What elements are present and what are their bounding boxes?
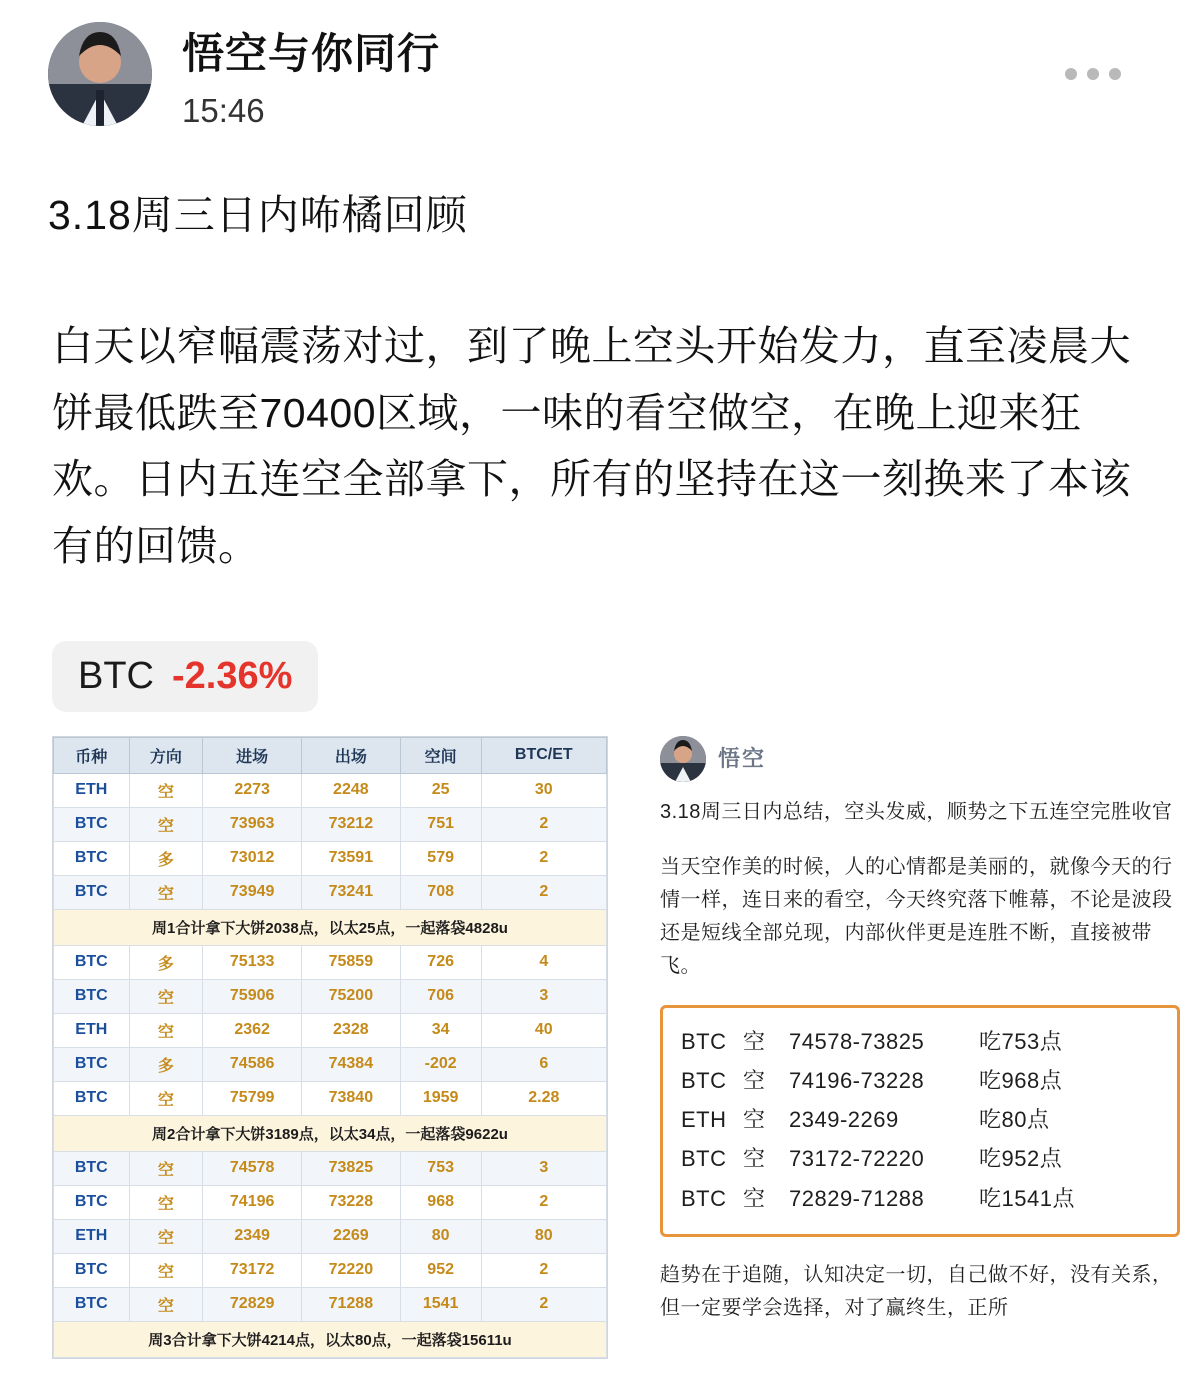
note-paragraph-3: 趋势在于追随，认知决定一切，自己做不好，没有关系，但一定要学会选择，对了赢终生，正所 — [660, 1263, 1173, 1319]
cell-entry: 75799 — [203, 1081, 302, 1115]
note-nickname: 悟空 — [718, 745, 767, 771]
highlight-row — [681, 1022, 1159, 1061]
cell-exit: 73825 — [302, 1151, 401, 1185]
highlight-range: 73172-72220 — [789, 1146, 925, 1172]
cell-exit: 73228 — [302, 1185, 401, 1219]
col-btceth: BTC/ET — [481, 737, 606, 773]
cell-space: 751 — [400, 807, 481, 841]
table-row — [54, 1151, 607, 1185]
table-row — [54, 841, 607, 875]
table-summary-row — [54, 909, 607, 945]
highlight-symbol: BTC — [681, 1146, 727, 1172]
highlight-symbol: BTC — [681, 1185, 727, 1211]
note-header — [660, 736, 1180, 782]
cell-direction: 多 — [129, 945, 203, 979]
cell-entry: 74578 — [203, 1151, 302, 1185]
cell-direction: 空 — [129, 1287, 203, 1321]
cell-btceth: 3 — [481, 1151, 606, 1185]
cell-exit: 75200 — [302, 979, 401, 1013]
table-row — [54, 1013, 607, 1047]
cell-direction: 多 — [129, 841, 203, 875]
cell-space: 753 — [400, 1151, 481, 1185]
cell-direction: 空 — [129, 1219, 203, 1253]
cell-btceth: 2 — [481, 875, 606, 909]
post-header — [0, 0, 1199, 130]
cell-btceth: 2.28 — [481, 1081, 606, 1115]
table-summary-row — [54, 1321, 607, 1357]
highlight-gain: 吃80点 — [979, 1107, 1050, 1133]
cell-space: 968 — [400, 1185, 481, 1219]
cell-btceth: 2 — [481, 1253, 606, 1287]
cell-direction: 多 — [129, 1047, 203, 1081]
cell-entry: 75133 — [203, 945, 302, 979]
cell-exit: 73840 — [302, 1081, 401, 1115]
highlight-gain: 吃1541点 — [979, 1185, 1075, 1211]
cell-space: 1959 — [400, 1081, 481, 1115]
page-title: 3.18周三日内咘橘回顾 — [48, 192, 468, 239]
attached-images-row — [0, 712, 1199, 1359]
cell-space: -202 — [400, 1047, 481, 1081]
cell-entry: 2273 — [203, 773, 302, 807]
cell-symbol: BTC — [54, 1151, 130, 1185]
header-text — [182, 22, 440, 130]
cell-symbol: BTC — [54, 1081, 130, 1115]
cell-entry: 74586 — [203, 1047, 302, 1081]
cell-entry: 2349 — [203, 1219, 302, 1253]
cell-direction: 空 — [129, 875, 203, 909]
table-summary-text: 周3合计拿下大饼4214点，以太80点，一起落袋15611u — [54, 1321, 607, 1357]
cell-space: 1541 — [400, 1287, 481, 1321]
table-row — [54, 1081, 607, 1115]
cell-symbol: ETH — [54, 1219, 130, 1253]
trade-table-image[interactable] — [52, 736, 608, 1359]
cell-space: 579 — [400, 841, 481, 875]
cell-space: 80 — [400, 1219, 481, 1253]
cell-btceth: 4 — [481, 945, 606, 979]
cell-symbol: BTC — [54, 841, 130, 875]
highlight-gain: 吃753点 — [979, 1028, 1063, 1054]
cell-btceth: 6 — [481, 1047, 606, 1081]
table-row — [54, 1219, 607, 1253]
cell-exit: 72220 — [302, 1253, 401, 1287]
cell-entry: 73963 — [203, 807, 302, 841]
cell-symbol: BTC — [54, 945, 130, 979]
ticker-change: -2.36% — [172, 654, 293, 697]
cell-entry: 72829 — [203, 1287, 302, 1321]
highlight-row — [681, 1061, 1159, 1100]
cell-direction: 空 — [129, 1013, 203, 1047]
table-row — [54, 945, 607, 979]
highlight-range: 72829-71288 — [789, 1185, 925, 1211]
cell-entry: 73949 — [203, 875, 302, 909]
highlight-direction: 空 — [743, 1146, 766, 1172]
cell-exit: 2248 — [302, 773, 401, 807]
table-row — [54, 1287, 607, 1321]
cell-symbol: BTC — [54, 1253, 130, 1287]
cell-symbol: BTC — [54, 807, 130, 841]
note-avatar — [660, 736, 706, 782]
cell-entry: 74196 — [203, 1185, 302, 1219]
cell-exit: 73212 — [302, 807, 401, 841]
author-name: 悟空与你同行 — [182, 30, 441, 77]
ticker-symbol: BTC — [78, 654, 154, 697]
col-space: 空间 — [400, 737, 481, 773]
cell-symbol: BTC — [54, 1047, 130, 1081]
cell-symbol: ETH — [54, 1013, 130, 1047]
cell-btceth: 2 — [481, 841, 606, 875]
avatar-photo-icon — [48, 22, 152, 126]
highlight-range: 2349-2269 — [789, 1107, 899, 1133]
cell-symbol: BTC — [54, 875, 130, 909]
col-exit: 出场 — [302, 737, 401, 773]
cell-btceth: 30 — [481, 773, 606, 807]
highlight-symbol: BTC — [681, 1028, 727, 1054]
col-symbol: 币种 — [54, 737, 130, 773]
status-badge[interactable] — [52, 641, 318, 712]
highlight-row — [681, 1179, 1159, 1218]
cell-space: 34 — [400, 1013, 481, 1047]
cell-btceth: 40 — [481, 1013, 606, 1047]
cell-exit: 2269 — [302, 1219, 401, 1253]
cell-symbol: BTC — [54, 979, 130, 1013]
cell-exit: 73591 — [302, 841, 401, 875]
cell-symbol: BTC — [54, 1185, 130, 1219]
cell-direction: 空 — [129, 979, 203, 1013]
cell-entry: 73012 — [203, 841, 302, 875]
cell-space: 706 — [400, 979, 481, 1013]
cell-exit: 73241 — [302, 875, 401, 909]
highlight-symbol: BTC — [681, 1068, 727, 1094]
highlight-range: 74196-73228 — [789, 1068, 925, 1094]
cell-direction: 空 — [129, 1253, 203, 1287]
cell-btceth: 2 — [481, 807, 606, 841]
cell-exit: 74384 — [302, 1047, 401, 1081]
highlight-row — [681, 1100, 1159, 1139]
highlight-range: 74578-73825 — [789, 1028, 925, 1054]
cell-space: 25 — [400, 773, 481, 807]
cell-space: 952 — [400, 1253, 481, 1287]
post-body-text: 白天以窄幅震荡对过，到了晚上空头开始发力，直至凌晨大饼最低跌至70400区域，一味的看空做空，在晚上迎来狂欢。日内五连空全部拿下，所有的坚持在这一刻换来了本该有的回馈。 — [52, 323, 1131, 569]
cell-btceth: 2 — [481, 1185, 606, 1219]
note-paragraph-1: 3.18周三日内总结，空头发威，顺势之下五连空完胜收官 — [660, 800, 1173, 823]
table-summary-text: 周2合计拿下大饼3189点，以太34点，一起落袋9622u — [54, 1115, 607, 1151]
table-row — [54, 807, 607, 841]
highlight-gain: 吃968点 — [979, 1068, 1063, 1094]
table-header-row — [54, 737, 607, 773]
more-horizontal-icon[interactable] — [1065, 68, 1121, 80]
table-row — [54, 1185, 607, 1219]
note-highlight-box — [660, 1005, 1180, 1237]
cell-space: 726 — [400, 945, 481, 979]
table-summary-text: 周1合计拿下大饼2038点，以太25点，一起落袋4828u — [54, 909, 607, 945]
highlight-direction: 空 — [743, 1107, 766, 1133]
cell-btceth: 2 — [481, 1287, 606, 1321]
highlight-direction: 空 — [743, 1185, 766, 1211]
highlight-direction: 空 — [743, 1028, 766, 1054]
cell-exit: 71288 — [302, 1287, 401, 1321]
table-summary-row — [54, 1115, 607, 1151]
note-avatar-photo-icon — [660, 736, 706, 782]
col-direction: 方向 — [129, 737, 203, 773]
highlight-direction: 空 — [743, 1068, 766, 1094]
cell-direction: 空 — [129, 807, 203, 841]
cell-btceth: 3 — [481, 979, 606, 1013]
cell-entry: 73172 — [203, 1253, 302, 1287]
cell-direction: 空 — [129, 1081, 203, 1115]
cell-direction: 空 — [129, 1151, 203, 1185]
table-row — [54, 875, 607, 909]
cell-direction: 空 — [129, 773, 203, 807]
highlight-symbol: ETH — [681, 1107, 727, 1133]
cell-entry: 75906 — [203, 979, 302, 1013]
col-entry: 进场 — [203, 737, 302, 773]
table-row — [54, 1047, 607, 1081]
table-row — [54, 1253, 607, 1287]
avatar[interactable] — [48, 22, 152, 126]
trade-table-body — [54, 773, 607, 1357]
table-row — [54, 979, 607, 1013]
cell-entry: 2362 — [203, 1013, 302, 1047]
table-row — [54, 773, 607, 807]
cell-exit: 75859 — [302, 945, 401, 979]
trade-table — [53, 737, 607, 1358]
cell-space: 708 — [400, 875, 481, 909]
cell-symbol: ETH — [54, 773, 130, 807]
highlight-row — [681, 1139, 1159, 1178]
cell-direction: 空 — [129, 1185, 203, 1219]
highlight-gain: 吃952点 — [979, 1146, 1063, 1172]
post-time: 15:46 — [182, 92, 265, 130]
cell-symbol: BTC — [54, 1287, 130, 1321]
summary-note-image[interactable] — [660, 736, 1180, 1325]
cell-btceth: 80 — [481, 1219, 606, 1253]
note-paragraph-2: 当天空作美的时候，人的心情都是美丽的，就像今天的行情一样，连日来的看空，今天终究落下帷幕，不论是波段还是短线全部兑现，内部伙伴更是连胜不断，直接被带飞。 — [660, 855, 1173, 977]
cell-exit: 2328 — [302, 1013, 401, 1047]
